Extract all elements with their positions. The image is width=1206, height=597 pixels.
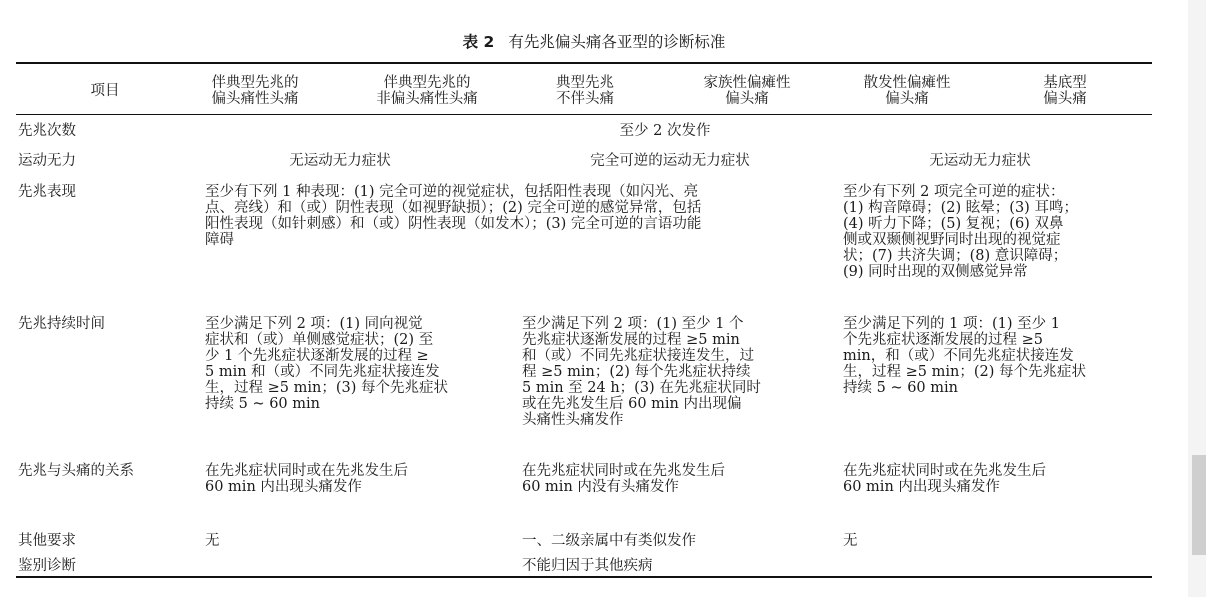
header-subtype-4: 家族性偏瘫性 偏头痛 [703, 75, 791, 107]
header-subtype-6: 基底型 偏头痛 [1043, 75, 1087, 107]
other-col2: 一、二级亲属中有类似发作 [522, 533, 696, 549]
table-caption: 有先兆偏头痛各亚型的诊断标准 [508, 33, 726, 51]
table-title [0, 30, 1188, 52]
header-rule [16, 114, 1152, 115]
header-subtype-3: 典型先兆 不伴头痛 [556, 75, 614, 107]
aura-manifest-col3: 至少有下列 2 项完全可逆的症状： (1) 构音障碍；(2) 眩晕；(3) 耳鸣； (4) 听力下降；(5) 复视；(6) 双鼻 侧或双颞侧视野同时出现的视觉症 状；(7) 共济失调；(8) 意识障碍； (9) 同时出现的双侧感觉异常 [843, 184, 1078, 280]
row-label-duration: 先兆持续时间 [18, 316, 105, 332]
row-label-relation: 先兆与头痛的关系 [18, 463, 134, 479]
differential-value: 不能归因于其他疾病 [522, 558, 653, 574]
aura-count-value: 至少 2 次发作 [619, 123, 711, 139]
scrollbar-thumb[interactable] [1192, 455, 1206, 555]
header-subtype-2: 伴典型先兆的 非偏头痛性头痛 [376, 75, 478, 107]
top-rule [16, 62, 1152, 64]
bottom-rule [16, 576, 1152, 578]
motor-col2: 完全可逆的运动无力症状 [590, 153, 750, 169]
header-subtype-5: 散发性偏瘫性 偏头痛 [863, 75, 951, 107]
header-subtype-1: 伴典型先兆的 偏头痛性头痛 [211, 75, 299, 107]
table-number: 表 2 [462, 33, 495, 51]
relation-col2: 在先兆症状同时或在先兆发生后 60 min 内没有头痛发作 [522, 463, 725, 495]
other-col1: 无 [205, 533, 220, 549]
row-label-aura-manifest: 先兆表现 [18, 184, 76, 200]
motor-col1: 无运动无力症状 [289, 153, 391, 169]
header-item: 项目 [90, 83, 120, 99]
motor-col3: 无运动无力症状 [929, 153, 1031, 169]
duration-col3: 至少满足下列的 1 项：(1) 至少 1 个先兆症状逐渐发展的过程 ≥5 min，和（或）不同先兆症状接连发 生，过程 ≥5 min；(2) 每个先兆症状 持续 5 ~ 60 min [843, 316, 1086, 396]
aura-manifest-col1: 至少有下列 1 种表现：(1) 完全可逆的视觉症状，包括阳性表现（如闪光、亮 点、亮线）和（或）阴性表现（如视野缺损）；(2) 完全可逆的感觉异常，包括 阳性表现（如针刺感）和（或）阴性表现（如发木）；(3) 完全可逆的言语功能 障碍 [205, 184, 702, 248]
relation-col3: 在先兆症状同时或在先兆发生后 60 min 内出现头痛发作 [843, 463, 1046, 495]
duration-col2: 至少满足下列 2 项：(1) 至少 1 个 先兆症状逐渐发展的过程 ≥5 min 和（或）不同先兆症状接连发生，过 程 ≥5 min；(2) 每个先兆症状持续 5 min 至 24 h；(3) 在先兆症状同时 或在先兆发生后 60 min 内出现偏 头痛性头痛发作 [522, 316, 761, 428]
relation-col1: 在先兆症状同时或在先兆发生后 60 min 内出现头痛发作 [205, 463, 408, 495]
row-label-differential: 鉴别诊断 [18, 558, 76, 574]
row-label-aura-count: 先兆次数 [18, 123, 76, 139]
duration-col1: 至少满足下列 2 项：(1) 同向视觉 症状和（或）单侧感觉症状；(2) 至 少 1 个先兆症状逐渐发展的过程 ≥ 5 min 和（或）不同先兆症状接连发 生，过程 ≥5 min；(3) 每个先兆症状 持续 5 ~ 60 min [205, 316, 448, 412]
row-label-other: 其他要求 [18, 533, 76, 549]
other-col3: 无 [843, 533, 858, 549]
row-label-motor: 运动无力 [18, 153, 76, 169]
